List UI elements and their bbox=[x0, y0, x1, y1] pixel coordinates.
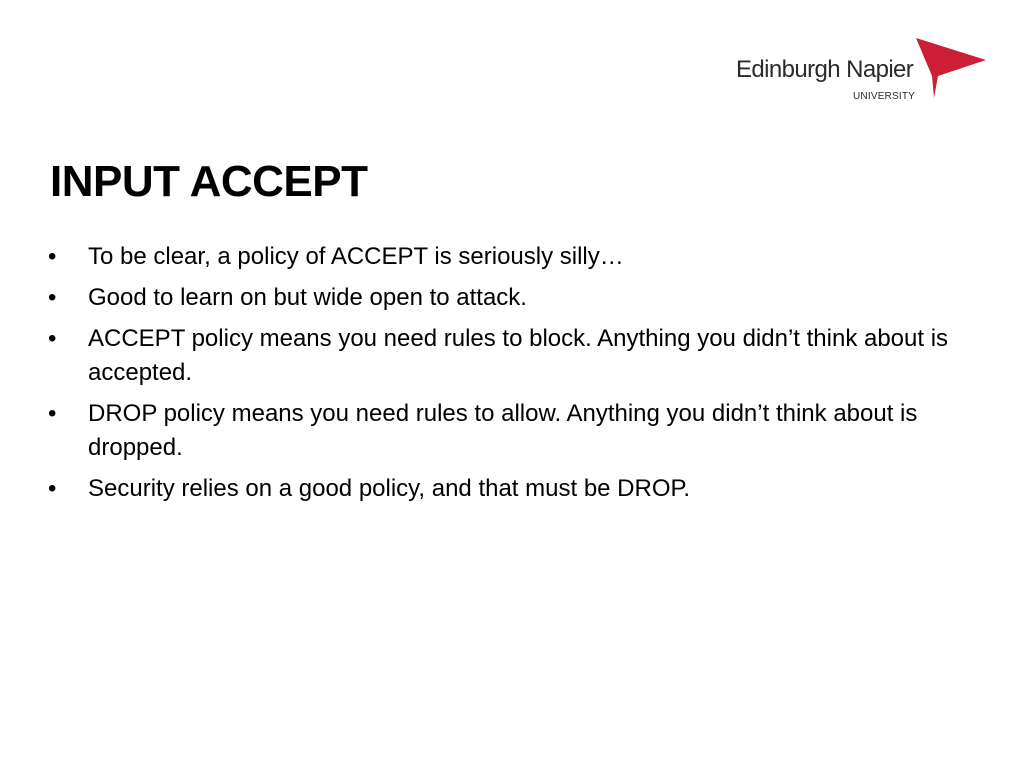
bullet-marker: • bbox=[48, 400, 57, 427]
bullet-marker: • bbox=[48, 243, 57, 270]
logo-name: Edinburgh Napier bbox=[736, 56, 914, 83]
logo-subtitle: UNIVERSITY bbox=[853, 91, 916, 102]
bullet-text: To be clear, a policy of ACCEPT is seriously silly… bbox=[88, 243, 624, 270]
bullet-item bbox=[48, 472, 978, 506]
bullet-item bbox=[48, 322, 978, 390]
bullet-marker: • bbox=[48, 325, 57, 352]
university-logo bbox=[736, 38, 988, 104]
bullet-text: Security relies on a good policy, and that must be DROP. bbox=[88, 475, 691, 502]
bullet-text: ACCEPT policy means you need rules to block. Anything you didn’t think about is accepted. bbox=[88, 325, 949, 386]
slide-title: INPUT ACCEPT bbox=[50, 157, 368, 206]
bullet-item bbox=[48, 240, 978, 274]
bullet-item bbox=[48, 281, 978, 315]
bullet-text: Good to learn on but wide open to attack. bbox=[88, 284, 527, 311]
logo-flag-shape bbox=[916, 38, 986, 98]
bullet-item bbox=[48, 397, 978, 465]
bullet-list bbox=[48, 240, 978, 513]
bullet-text: DROP policy means you need rules to allow. Anything you didn’t think about is dropped. bbox=[88, 400, 918, 461]
logo-flag-icon bbox=[914, 38, 986, 100]
bullet-marker: • bbox=[48, 284, 57, 311]
bullet-marker: • bbox=[48, 475, 57, 502]
